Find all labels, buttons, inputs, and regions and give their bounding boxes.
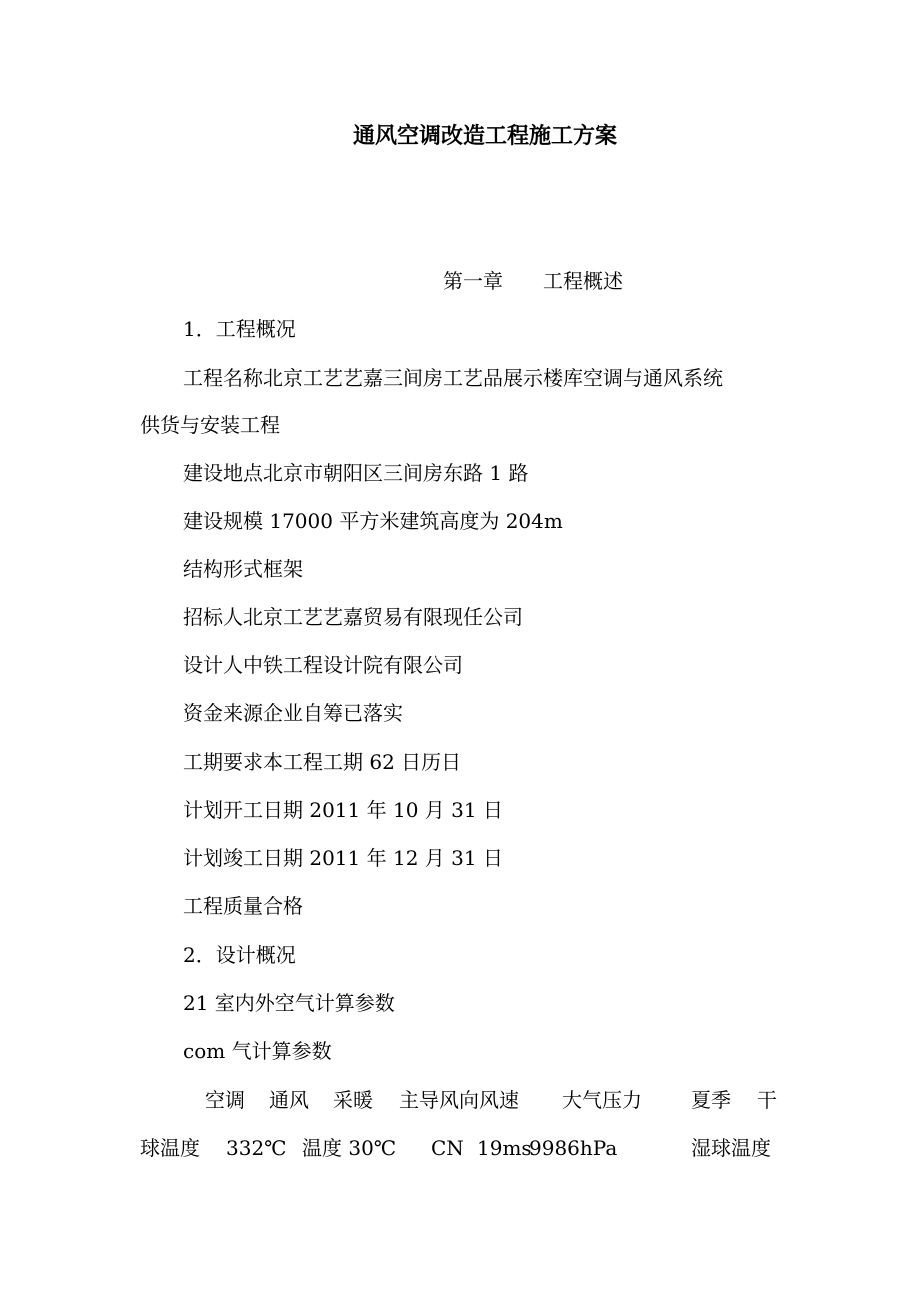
table-cell: 332℃	[226, 1136, 287, 1160]
document-title: 通风空调改造工程施工方案	[352, 123, 617, 149]
table-cell: 夏季	[691, 1088, 731, 1112]
table-cell: 干	[757, 1088, 777, 1112]
table-cell: 19ms	[477, 1136, 532, 1160]
table-cell: 温度 30℃	[302, 1136, 397, 1160]
table-cell: 9986hPa	[529, 1136, 618, 1160]
paragraph-line: 计划竣工日期 2011 年 12 月 31 日	[183, 846, 503, 870]
paragraph-line: 招标人北京工艺艺嘉贸易有限现任公司	[183, 605, 523, 629]
table-cell: 球温度	[140, 1136, 200, 1160]
table-cell: 空调	[205, 1088, 245, 1112]
table-cell: CN	[431, 1136, 464, 1160]
paragraph-line: 供货与安装工程	[140, 413, 280, 437]
paragraph-line: 工程质量合格	[183, 894, 303, 918]
paragraph-line: 建设规模 17000 平方米建筑高度为 204m	[183, 509, 563, 533]
subsection-heading: 21 室内外空气计算参数	[183, 991, 395, 1015]
paragraph-line: 建设地点北京市朝阳区三间房东路 1 路	[183, 461, 529, 485]
paragraph-line: 计划开工日期 2011 年 10 月 31 日	[183, 798, 503, 822]
chapter-heading: 第一章 工程概述	[443, 269, 623, 293]
section-heading: 2．设计概况	[183, 943, 296, 967]
paragraph-line: 结构形式框架	[183, 557, 303, 581]
section-heading: 1．工程概况	[183, 317, 296, 341]
paragraph-line: 工程名称北京工艺艺嘉三间房工艺品展示楼库空调与通风系统	[183, 366, 723, 390]
table-cell: 采暖	[333, 1088, 373, 1112]
table-cell: 湿球温度	[691, 1136, 771, 1160]
paragraph-line: 设计人中铁工程设计院有限公司	[183, 653, 463, 677]
table-cell: 大气压力	[562, 1088, 642, 1112]
paragraph-line: com 气计算参数	[183, 1039, 332, 1063]
paragraph-line: 工期要求本工程工期 62 日历日	[183, 750, 462, 774]
table-cell: 通风	[269, 1088, 309, 1112]
table-cell: 主导风向风速	[399, 1088, 519, 1112]
paragraph-line: 资金来源企业自筹已落实	[183, 701, 403, 725]
